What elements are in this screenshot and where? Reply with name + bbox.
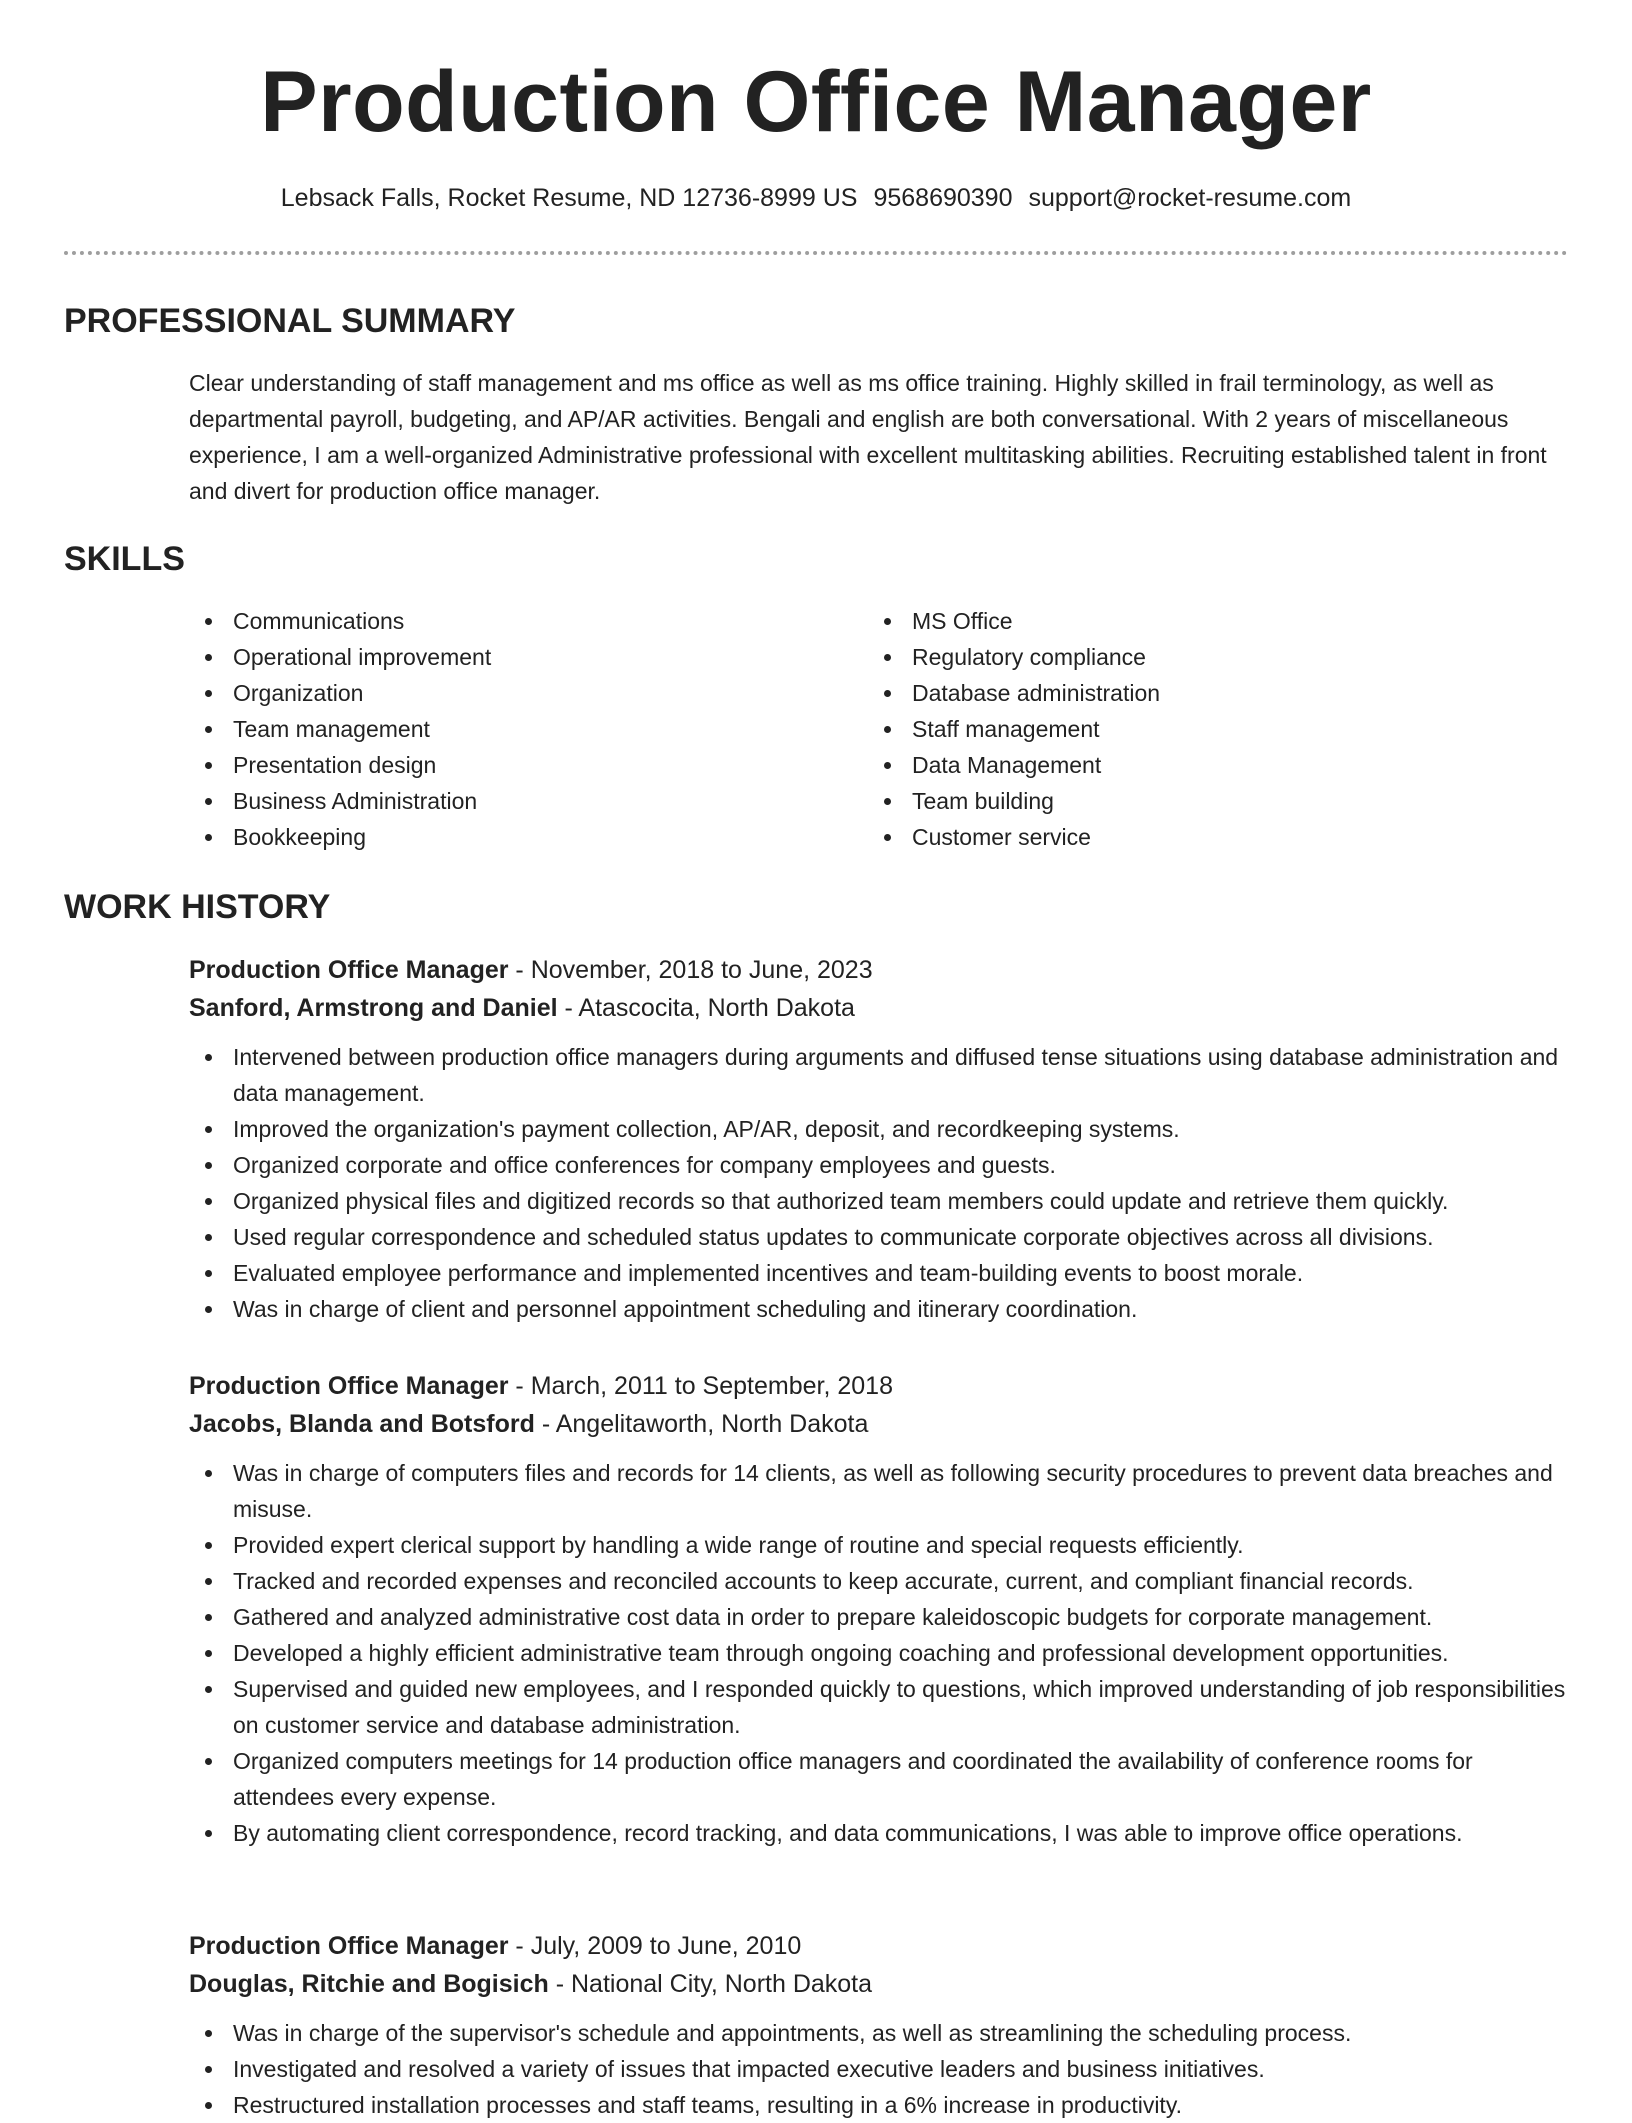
job-bullet: Gathered and analyzed administrative cost data in order to prepare kaleidoscopic budgets for corporate management. <box>189 1599 1569 1635</box>
skill-item: MS Office <box>868 603 1508 639</box>
job-location: - Angelitaworth, North Dakota <box>534 1410 869 1438</box>
job-bullet: By automating client correspondence, record tracking, and data communications, I was able to improve office operations. <box>189 1815 1569 1851</box>
job-bullet: Improved the organization's payment collection, AP/AR, deposit, and recordkeeping systems. <box>189 1111 1569 1147</box>
resume-title: Production Office Manager <box>260 54 1372 150</box>
job-bullet: Provided expert clerical support by handling a wide range of routine and special requests efficiently. <box>189 1527 1569 1563</box>
job-title-line <box>189 1367 1569 1405</box>
skill-item: Database administration <box>868 675 1508 711</box>
job-bullet: Organized physical files and digitized records so that authorized team members could update and retrieve them quickly. <box>189 1183 1569 1219</box>
skill-item: Team management <box>189 711 829 747</box>
skill-item: Team building <box>868 783 1508 819</box>
contact-line <box>0 180 1632 216</box>
job-bullets <box>189 1039 1569 1327</box>
job-title: Production Office Manager <box>189 1372 509 1400</box>
job-bullet: Supervised and guided new employees, and I responded quickly to questions, which improved understanding of job responsibilities on customer service and database administration. <box>189 1671 1569 1743</box>
job-company: Sanford, Armstrong and Daniel <box>189 994 558 1022</box>
job-bullet: Was in charge of client and personnel appointment scheduling and itinerary coordination. <box>189 1291 1569 1327</box>
job-title-line <box>189 951 1569 989</box>
job-bullet: Used regular correspondence and scheduled status updates to communicate corporate objectives across all divisions. <box>189 1219 1569 1255</box>
job-bullets <box>189 2015 1569 2123</box>
skills-column-left <box>189 603 829 855</box>
summary-heading: PROFESSIONAL SUMMARY <box>64 302 516 340</box>
skill-item: Communications <box>189 603 829 639</box>
skill-item: Staff management <box>868 711 1508 747</box>
job-entry-3 <box>189 1927 1569 2123</box>
job-bullet: Tracked and recorded expenses and reconciled accounts to keep accurate, current, and compliant financial records. <box>189 1563 1569 1599</box>
job-dates: - March, 2011 to September, 2018 <box>508 1372 893 1400</box>
job-company: Douglas, Ritchie and Bogisich <box>189 1970 549 1998</box>
job-dates: - November, 2018 to June, 2023 <box>508 956 873 984</box>
contact-address: Lebsack Falls, Rocket Resume, ND 12736-8999 US <box>280 184 858 212</box>
skill-item: Organization <box>189 675 829 711</box>
skill-item: Presentation design <box>189 747 829 783</box>
job-bullet: Intervened between production office managers during arguments and diffused tense situations using database administration and data management. <box>189 1039 1569 1111</box>
header-divider <box>64 251 1568 255</box>
job-bullet: Restructured installation processes and staff teams, resulting in a 6% increase in productivity. <box>189 2087 1569 2123</box>
job-bullet: Evaluated employee performance and implemented incentives and team-building events to boost morale. <box>189 1255 1569 1291</box>
contact-phone: 9568690390 <box>873 184 1013 212</box>
job-bullet: Organized computers meetings for 14 production office managers and coordinated the availability of conference rooms for attendees every expense. <box>189 1743 1569 1815</box>
job-bullet: Investigated and resolved a variety of issues that impacted executive leaders and business initiatives. <box>189 2051 1569 2087</box>
skill-item: Bookkeeping <box>189 819 829 855</box>
contact-email: support@rocket-resume.com <box>1028 184 1352 212</box>
job-title: Production Office Manager <box>189 956 509 984</box>
job-company-line <box>189 1965 1569 2003</box>
skill-item: Business Administration <box>189 783 829 819</box>
skill-item: Regulatory compliance <box>868 639 1508 675</box>
job-bullet: Developed a highly efficient administrative team through ongoing coaching and professional development opportunities. <box>189 1635 1569 1671</box>
job-bullet: Was in charge of computers files and records for 14 clients, as well as following security procedures to prevent data breaches and misuse. <box>189 1455 1569 1527</box>
job-company-line <box>189 1405 1569 1443</box>
skills-column-right <box>868 603 1508 855</box>
skills-heading: SKILLS <box>64 540 185 578</box>
skills-list <box>189 603 1569 863</box>
job-company: Jacobs, Blanda and Botsford <box>189 1410 535 1438</box>
job-location: - National City, North Dakota <box>548 1970 873 1998</box>
skill-item: Data Management <box>868 747 1508 783</box>
job-bullets <box>189 1455 1569 1851</box>
job-bullet: Was in charge of the supervisor's schedule and appointments, as well as streamlining the scheduling process. <box>189 2015 1569 2051</box>
job-bullet: Organized corporate and office conferences for company employees and guests. <box>189 1147 1569 1183</box>
summary-text: Clear understanding of staff management and ms office as well as ms office training. Highly skilled in frail terminology, as well as departmental payroll, budgeting, and AP/AR activities. Bengali and english are both conversational. With 2 years of miscellaneous experience, I am a well-organized Administrative professional with excellent multitasking abilities. Recruiting established talent in front and divert for production office manager. <box>189 370 1547 504</box>
job-title-line <box>189 1927 1569 1965</box>
job-company-line <box>189 989 1569 1027</box>
job-entry-1 <box>189 951 1569 1327</box>
job-location: - Atascocita, North Dakota <box>557 994 855 1022</box>
skill-item: Customer service <box>868 819 1508 855</box>
job-dates: - July, 2009 to June, 2010 <box>508 1932 802 1960</box>
job-title: Production Office Manager <box>189 1932 509 1960</box>
skill-item: Operational improvement <box>189 639 829 675</box>
job-entry-2 <box>189 1367 1569 1851</box>
work-history-heading: WORK HISTORY <box>64 888 331 926</box>
